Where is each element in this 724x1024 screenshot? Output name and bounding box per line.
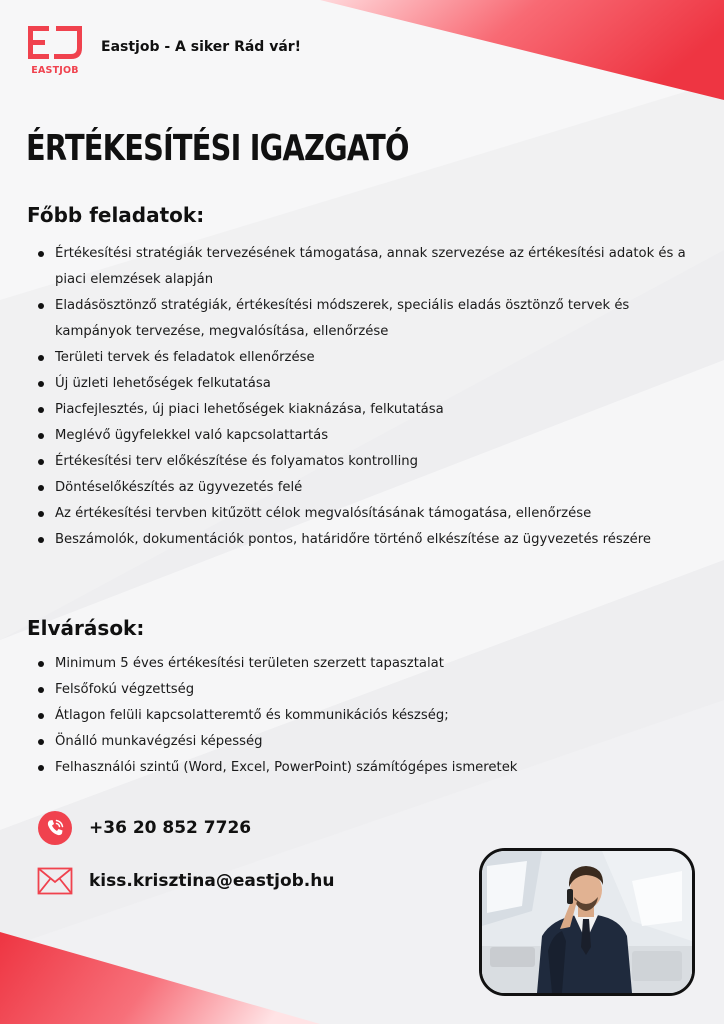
list-item: Felhasználói szintű (Word, Excel, PowerPoint) számítógépes ismeretek xyxy=(27,755,707,781)
list-item: Beszámolók, dokumentációk pontos, határidőre történő elkészítése az ügyvezetés részére xyxy=(27,527,707,553)
email-address[interactable]: kiss.krisztina@eastjob.hu xyxy=(89,871,335,891)
list-item: Új üzleti lehetőségek felkutatása xyxy=(27,371,707,397)
list-item: Minimum 5 éves értékesítési területen szerzett tapasztalat xyxy=(27,651,707,677)
tasks-list xyxy=(27,241,707,553)
list-item: Felsőfokú végzettség xyxy=(27,677,707,703)
email-contact[interactable] xyxy=(37,863,334,899)
list-item: Értékesítési stratégiák tervezésének támogatása, annak szervezése az értékesítési adatok és a piaci elemzések alapján xyxy=(27,241,707,293)
requirements-heading: Elvárások: xyxy=(27,616,145,640)
businessman-photo xyxy=(479,848,695,996)
list-item: Átlagon felüli kapcsolatteremtő és kommunikációs készség; xyxy=(27,703,707,729)
list-item: Az értékesítési tervben kitűzött célok megvalósításának támogatása, ellenőrzése xyxy=(27,501,707,527)
tasks-heading: Főbb feladatok: xyxy=(27,203,205,227)
phone-number[interactable]: +36 20 852 7726 xyxy=(89,818,252,838)
list-item: Meglévő ügyfelekkel való kapcsolattartás xyxy=(27,423,707,449)
mail-icon xyxy=(37,863,73,899)
list-item: Piacfejlesztés, új piaci lehetőségek kiaknázása, felkutatása xyxy=(27,397,707,423)
page-title: ÉRTÉKESÍTÉSI IGAZGATÓ xyxy=(26,128,409,169)
requirements-list xyxy=(27,651,707,781)
logo-wordmark: EASTJOB xyxy=(31,65,79,76)
list-item: Értékesítési terv előkészítése és folyamatos kontrolling xyxy=(27,449,707,475)
list-item: Eladásösztönző stratégiák, értékesítési módszerek, speciális eladás ösztönző tervek és kampányok tervezése, megvalósítása, ellenőrzése xyxy=(27,293,707,345)
tagline: Eastjob - A siker Rád vár! xyxy=(101,39,302,55)
list-item: Önálló munkavégzési képesség xyxy=(27,729,707,755)
phone-icon xyxy=(37,810,73,846)
phone-contact[interactable] xyxy=(37,810,251,846)
eastjob-logo xyxy=(26,24,84,76)
list-item: Területi tervek és feladatok ellenőrzése xyxy=(27,345,707,371)
businessman-on-phone-photo xyxy=(482,851,692,993)
list-item: Döntéselőkészítés az ügyvezetés felé xyxy=(27,475,707,501)
